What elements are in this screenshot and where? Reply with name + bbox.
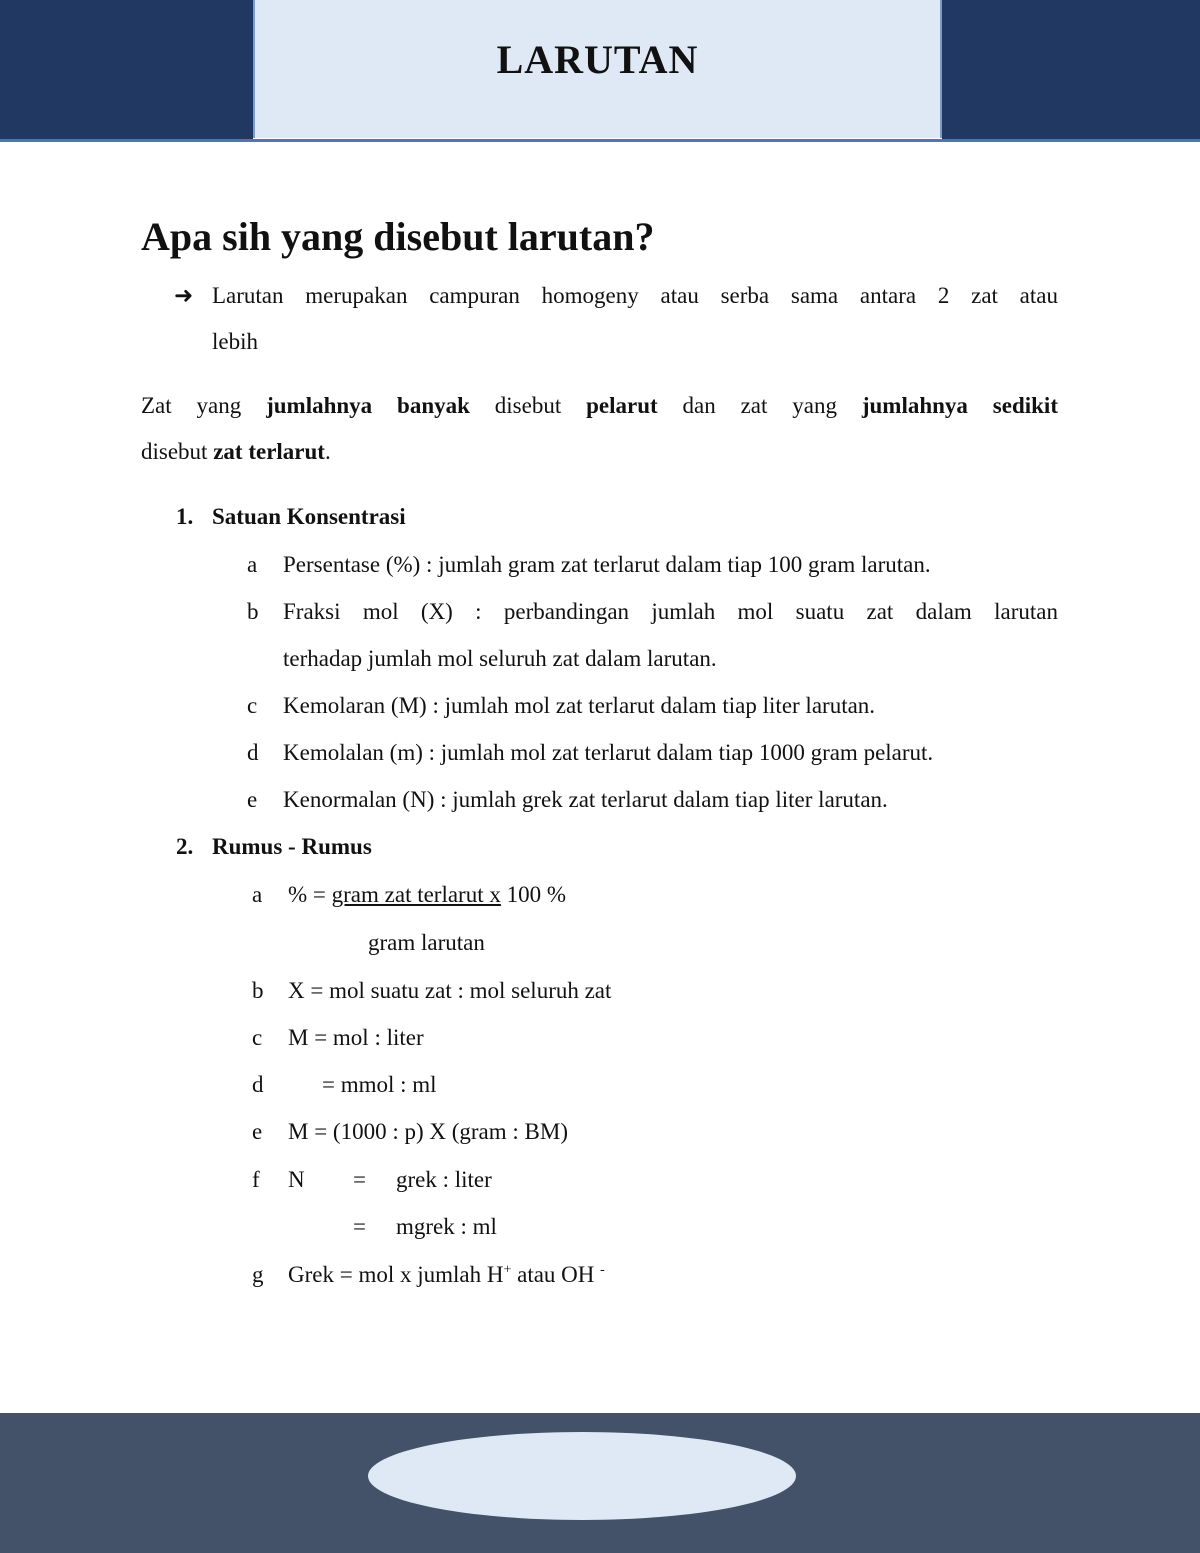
solvent-solute-paragraph [141, 383, 1058, 475]
list-item: Persentase (%) : jumlah gram zat terlarut dalam tiap 100 gram larutan. [283, 552, 931, 577]
header-rule [0, 139, 1200, 142]
page-header [0, 0, 1200, 142]
header-right-block [942, 0, 1200, 142]
formula-molality: M = (1000 : p) X (gram : BM) [288, 1119, 568, 1144]
superscript: + [503, 1262, 512, 1278]
formula-numerator: gram zat terlarut x [331, 882, 501, 907]
formula-letter: b [252, 978, 264, 1003]
text-run: . [324, 439, 331, 464]
list-letter: b [247, 599, 259, 624]
bold-run: pelarut [586, 393, 658, 418]
definition-line-2: lebih [212, 329, 258, 354]
formula-letter: c [252, 1025, 263, 1050]
text-run: Zat yang [141, 393, 267, 418]
section-2-number: 2. [176, 834, 194, 859]
list-letter: e [247, 787, 258, 812]
section-1-number: 1. [176, 504, 194, 529]
formula-factor: 100 % [500, 882, 567, 907]
list-item: Fraksi mol (X) : perbandingan jumlah mol suatu zat dalam larutan [283, 599, 1058, 624]
formula-mole-fraction: X = mol suatu zat : mol seluruh zat [288, 978, 612, 1003]
text-run: Grek = mol x jumlah H [288, 1262, 504, 1287]
section-2-title: Rumus - Rumus [212, 834, 372, 859]
footer-oval-decoration [368, 1432, 796, 1520]
section-1-title: Satuan Konsentrasi [212, 504, 406, 529]
definition-line-1: Larutan merupakan campuran homogeny atau serba sama antara 2 zat atau [212, 283, 1058, 308]
formula-lhs: % = [288, 882, 332, 907]
formula-equals: = [353, 1167, 366, 1192]
formula-molarity-alt: = mmol : ml [322, 1072, 437, 1097]
list-item-continued: terhadap jumlah mol seluruh zat dalam larutan. [283, 646, 717, 671]
formula-letter: g [252, 1262, 264, 1287]
text-run: atau OH [511, 1262, 601, 1287]
formula-letter: d [252, 1072, 264, 1097]
list-item: Kemolaran (M) : jumlah mol zat terlarut dalam tiap liter larutan. [283, 693, 876, 718]
text-run: disebut [469, 393, 587, 418]
text-run: dan zat yang [657, 393, 862, 418]
formula-normality-rhs-alt: mgrek : ml [396, 1214, 497, 1239]
formula-percent [288, 871, 566, 918]
bold-run: jumlahnya banyak [266, 393, 470, 418]
formula-normality-rhs: grek : liter [396, 1167, 492, 1192]
list-item: Kemolalan (m) : jumlah mol zat terlarut dalam tiap 1000 gram pelarut. [283, 740, 934, 765]
formula-normality-lhs: N [288, 1167, 305, 1192]
list-letter: c [247, 693, 258, 718]
list-letter: a [247, 552, 258, 577]
formula-equals: = [353, 1214, 366, 1239]
formula-grek [288, 1251, 605, 1298]
page-title: LARUTAN [496, 37, 699, 82]
header-left-block [0, 0, 253, 142]
arrow-right-icon: ➜ [174, 283, 194, 308]
list-item: Kenormalan (N) : jumlah grek zat terlarut dalam tiap liter larutan. [283, 787, 888, 812]
formula-letter: f [252, 1167, 260, 1192]
formula-letter: a [252, 882, 263, 907]
formula-denominator: gram larutan [368, 930, 485, 955]
question-heading: Apa sih yang disebut larutan? [141, 214, 655, 259]
formula-molarity: M = mol : liter [288, 1025, 424, 1050]
superscript: - [600, 1262, 605, 1278]
bold-run: jumlahnya sedikit [861, 393, 1058, 418]
formula-letter: e [252, 1119, 263, 1144]
text-run: disebut [141, 439, 214, 464]
list-letter: d [247, 740, 259, 765]
definition-paragraph [174, 273, 1058, 365]
bold-run: zat terlarut [213, 439, 325, 464]
